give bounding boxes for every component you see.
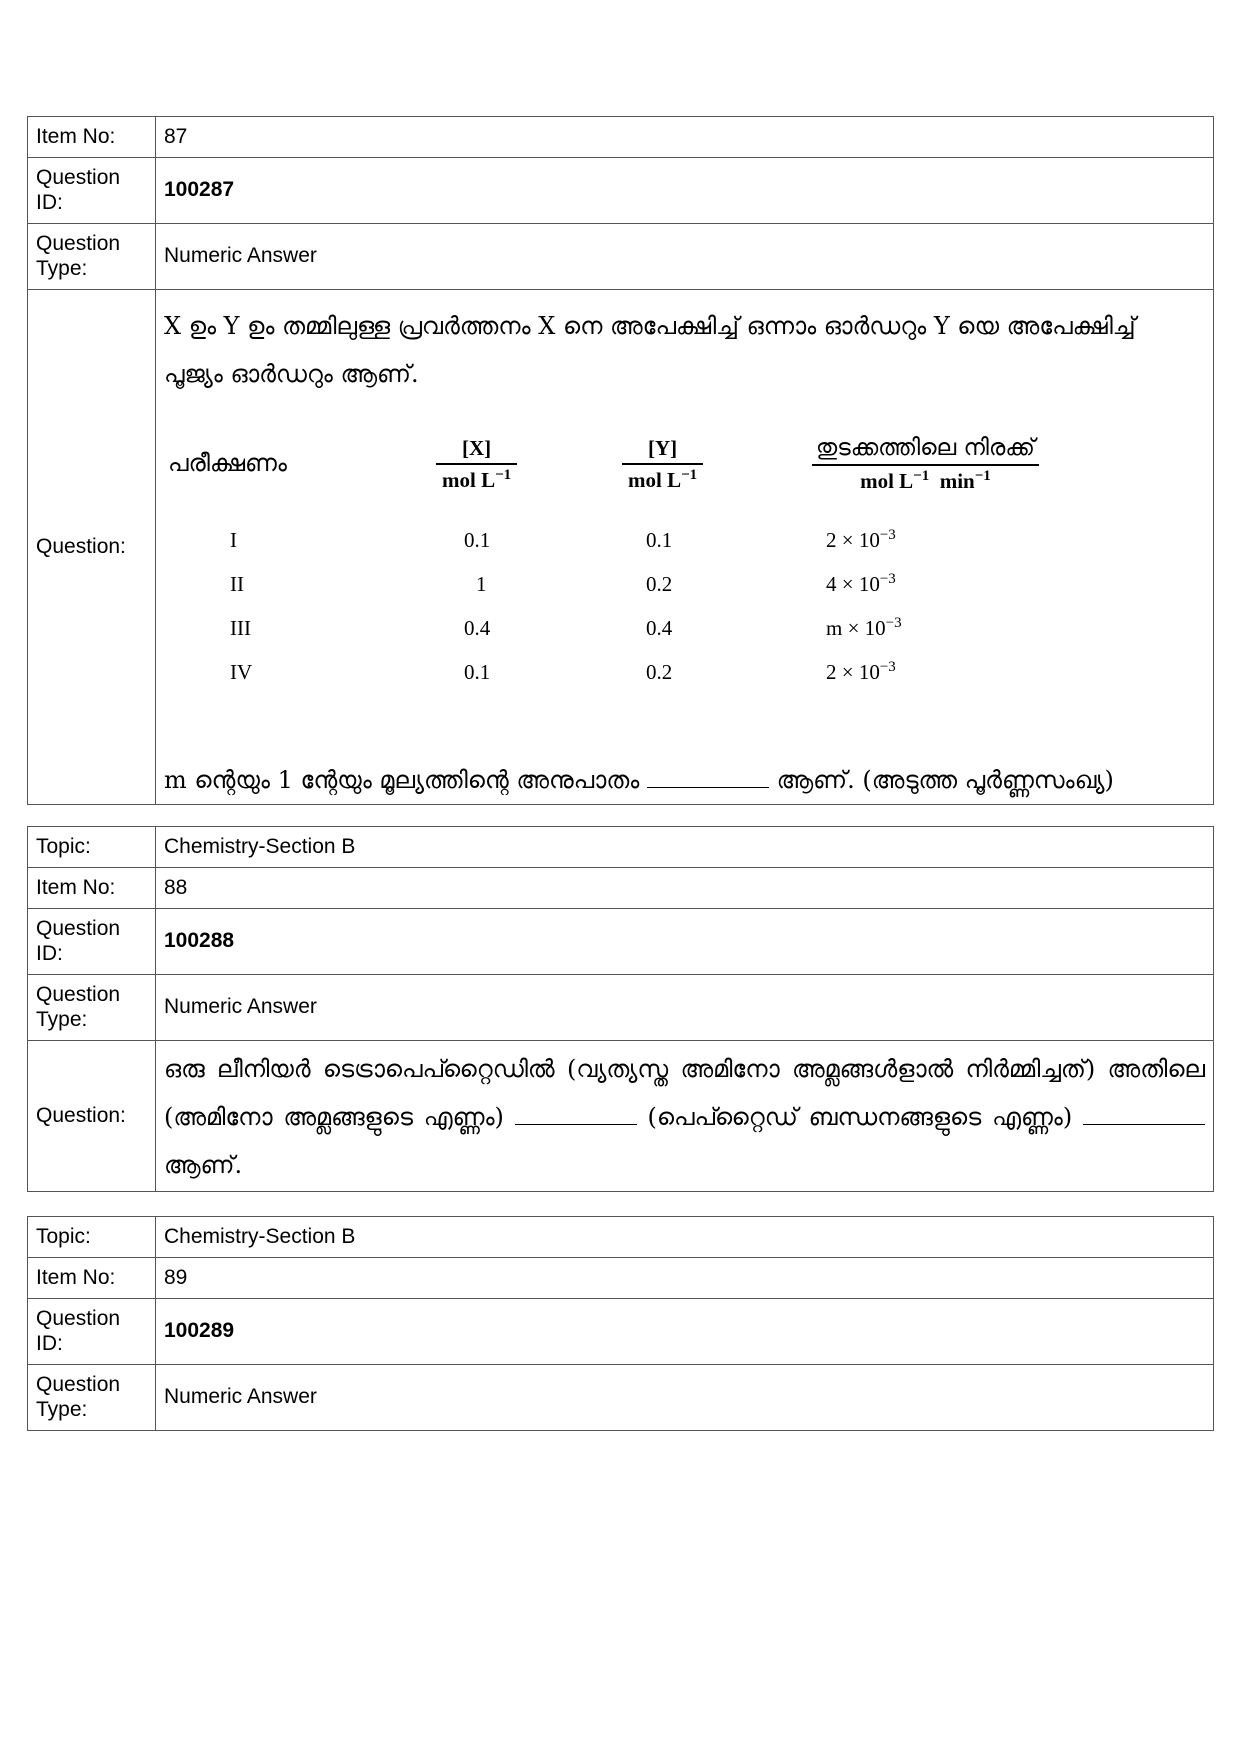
question-id-label: Question ID: — [28, 1299, 156, 1365]
item-no-label: Item No: — [28, 1258, 156, 1299]
topic-value: Chemistry-Section B — [156, 1217, 1214, 1258]
item-no-label: Item No: — [28, 868, 156, 909]
item-no-value: 89 — [156, 1258, 1214, 1299]
question-block-88 — [27, 826, 1214, 1192]
answer-blank — [647, 769, 769, 788]
question-type-value: Numeric Answer — [156, 224, 1214, 290]
question-id-value: 100288 — [156, 909, 1214, 975]
question-label: Question: — [28, 290, 156, 805]
question-tail: m ന്റെയും 1 ന്റേയും മൂല്യത്തിന്റെ അനുപാതം ആണ്. (അടുത്ത പൂർണ്ണസംഖ്യ) — [164, 766, 1114, 794]
answer-blank — [515, 1106, 637, 1125]
table-row: IV 0.1 0.2 $2 \times 10^{-3}$ — [230, 659, 896, 685]
topic-value: Chemistry-Section B — [156, 827, 1214, 868]
question-block-87 — [27, 116, 1214, 805]
col-header-experiment: പരീക്ഷണം — [168, 449, 287, 478]
answer-blank — [1083, 1106, 1205, 1125]
question-intro: X ഉം Y ഉം തമ്മിലുള്ള പ്രവർത്തനം X നെ അപേക്ഷിച്ച് ഒന്നാം ഓർഡറും Y യെ അപേക്ഷിച്ച് പൂജ്യം ഓർഡറും ആണ്. — [164, 312, 1136, 388]
question-id-value: 100287 — [156, 158, 1214, 224]
question-id-label: Question ID: — [28, 909, 156, 975]
col-header-rate: $\frac{\text{തുടക്കത്തിലെ നിരക്ക്}}{mol L^{-1} \min^{-1}}$ — [812, 424, 1039, 504]
topic-label: Topic: — [28, 827, 156, 868]
question-id-value: 100289 — [156, 1299, 1214, 1365]
item-no-label: Item No: — [28, 117, 156, 158]
col-header-x: $\frac{[X]}{mol L^{-1}}$ — [436, 424, 622, 504]
question-body: ഒരു ലീനിയർ ടെട്രാപെപ്റ്റൈഡിൽ (വ്യത്യസ്ത അമിനോ അമ്ലങ്ങൾളാൽ നിർമ്മിച്ചത്) അതിലെ (അമിനോ അമ്ലങ്ങളുടെ എണ്ണം) (പെപ്റ്റൈഡ് ബന്ധനങ്ങളുടെ എണ്ണം) ആണ്. — [156, 1041, 1214, 1192]
col-header-y: $\frac{[Y]}{mol L^{-1}}$ — [622, 424, 812, 504]
question-type-label: Question Type: — [28, 1365, 156, 1431]
table-row: II 1 0.2 $4 \times 10^{-3}$ — [230, 571, 896, 597]
question-type-label: Question Type: — [28, 224, 156, 290]
table-row: III 0.4 0.4 $m \times 10^{-3}$ — [230, 615, 902, 641]
rate-data-table — [168, 424, 1039, 694]
item-no-value: 87 — [156, 117, 1214, 158]
question-id-label: Question ID: — [28, 158, 156, 224]
question-block-89 — [27, 1216, 1214, 1431]
question-type-value: Numeric Answer — [156, 1365, 1214, 1431]
topic-label: Topic: — [28, 1217, 156, 1258]
item-no-value: 88 — [156, 868, 1214, 909]
question-type-value: Numeric Answer — [156, 975, 1214, 1041]
question-body — [156, 290, 1214, 805]
table-row: I 0.1 0.1 $2 \times 10^{-3}$ — [230, 527, 896, 553]
question-type-label: Question Type: — [28, 975, 156, 1041]
question-label: Question: — [28, 1041, 156, 1192]
